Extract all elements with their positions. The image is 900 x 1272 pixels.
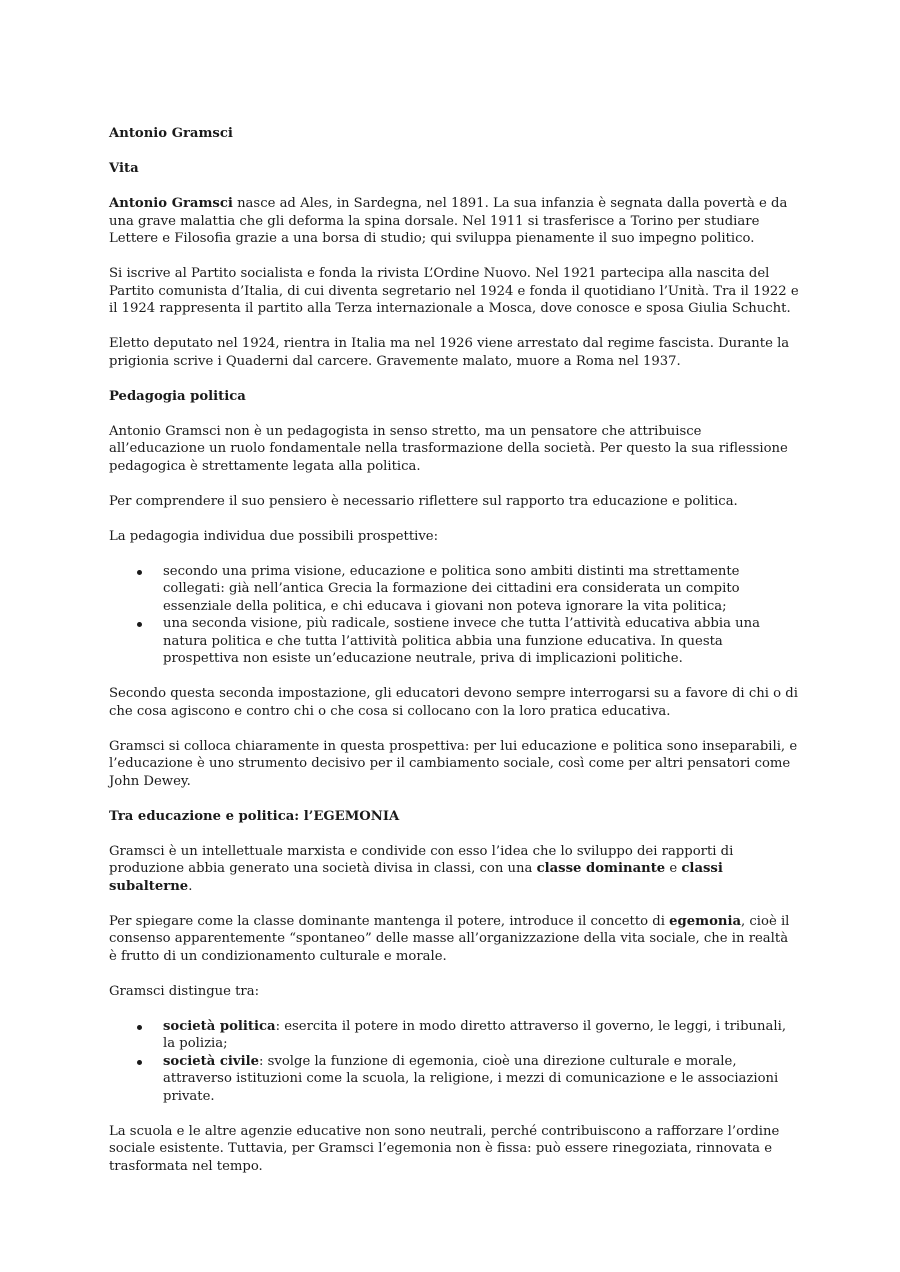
paragraph: Gramsci distingue tra: (109, 983, 260, 999)
paragraph: La pedagogia individua due possibili prospettive: (109, 528, 439, 544)
bold-term: classe dominante (536, 861, 666, 876)
section-heading-pedagogia: Pedagogia politica (109, 388, 246, 404)
section-heading-vita: Vita (109, 161, 139, 176)
bullet-icon (137, 622, 142, 627)
list-item: secondo una prima visione, educazione e politica sono ambiti distinti ma strettamente collegati: già nell’antica Grecia la formazione dei cittadini era considerata un compito essenziale della politica, e chi educava i giovani non poteva ignorare la vita politica; (109, 563, 799, 616)
paragraph: Per comprendere il suo pensiero è necessario riflettere sul rapporto tra educazione e politica. (109, 493, 738, 509)
section-heading-egemonia: Tra educazione e politica: l’EGEMONIA (109, 808, 400, 824)
paragraph: La scuola e le altre agenzie educative non sono neutrali, perché contribuiscono a rafforzare l’ordine sociale esistente. Tuttavia, per Gramsci l’egemonia non è fissa: può essere rinegoziata, rinnovata e trasformata nel tempo. (109, 1123, 780, 1174)
bold-term: società civile (163, 1053, 259, 1069)
bullet-icon (137, 1060, 142, 1065)
bullet-icon (137, 570, 142, 575)
bullet-list (109, 563, 799, 668)
paragraph: Si iscrive al Partito socialista e fonda la rivista L’Ordine Nuovo. Nel 1921 partecipa alla nascita del Partito comunista d’Italia, di cui diventa segretario nel 1924 e fonda il quotidiano l’Unità. Tra il 1922 e il 1924 rappresenta il partito alla Terza internazionale a Mosca, dove conosce e sposa Giulia Schucht. (109, 266, 799, 316)
document-page (109, 125, 799, 1193)
bold-term: egemonia (669, 913, 742, 929)
paragraph: Gramsci si colloca chiaramente in questa prospettiva: per lui educazione e politica sono inseparabili, e l’educazione è uno strumento decisivo per il cambiamento sociale, così come per altri pensatori come John Dewey. (109, 738, 798, 789)
paragraph: Antonio Gramsci nasce ad Ales, in Sardegna, nel 1891. La sua infanzia è segnata dalla povertà e da una grave malattia che gli deforma la spina dorsale. Nel 1911 si trasferisce a Torino per studiare Lettere e Filosofia grazie a una borsa di studio; qui sviluppa pienamente il suo impegno politico. (109, 196, 788, 246)
list-item: società civile: svolge la funzione di egemonia, cioè una direzione culturale e morale, attraverso istituzioni come la scuola, la religione, i mezzi di comunicazione e le associazioni private. (109, 1053, 799, 1106)
paragraph: Per spiegare come la classe dominante mantenga il potere, introduce il concetto di egemonia, cioè il consenso apparentemente “spontaneo” delle masse all’organizzazione della vita sociale, che in realtà è frutto di un condizionamento culturale e morale. (109, 913, 790, 964)
paragraph: Secondo questa seconda impostazione, gli educatori devono sempre interrogarsi su a favore di chi o di che cosa agiscono e contro chi o che cosa si collocano con la loro pratica educativa. (109, 686, 798, 719)
bold-term: società politica (163, 1018, 276, 1034)
paragraph: Gramsci è un intellettuale marxista e condivide con esso l’idea che lo sviluppo dei rapporti di produzione abbia generato una società divisa in classi, con una classe dominante e classi subalterne. (109, 843, 734, 894)
bullet-list (109, 1018, 799, 1106)
paragraph: Antonio Gramsci non è un pedagogista in senso stretto, ma un pensatore che attribuisce all’educazione un ruolo fondamentale nella trasformazione della società. Per questo la sua riflessione pedagogica è strettamente legata alla politica. (109, 423, 788, 474)
bullet-icon (137, 1025, 142, 1030)
list-item: una seconda visione, più radicale, sostiene invece che tutta l’attività educativa abbia una natura politica e che tutta l’attività politica abbia una funzione educativa. In questa prospettiva non esiste un’educazione neutrale, priva di implicazioni politiche. (109, 615, 799, 668)
paragraph: Eletto deputato nel 1924, rientra in Italia ma nel 1926 viene arrestato dal regime fascista. Durante la prigionia scrive i Quaderni dal carcere. Gravemente malato, muore a Roma nel 1937. (109, 336, 790, 369)
bold-term: classi subalterne (109, 861, 723, 894)
document-title: Antonio Gramsci (109, 126, 233, 141)
list-item: società politica: esercita il potere in modo diretto attraverso il governo, le leggi, i tribunali, la polizia; (109, 1018, 799, 1053)
bold-name: Antonio Gramsci (109, 196, 233, 211)
